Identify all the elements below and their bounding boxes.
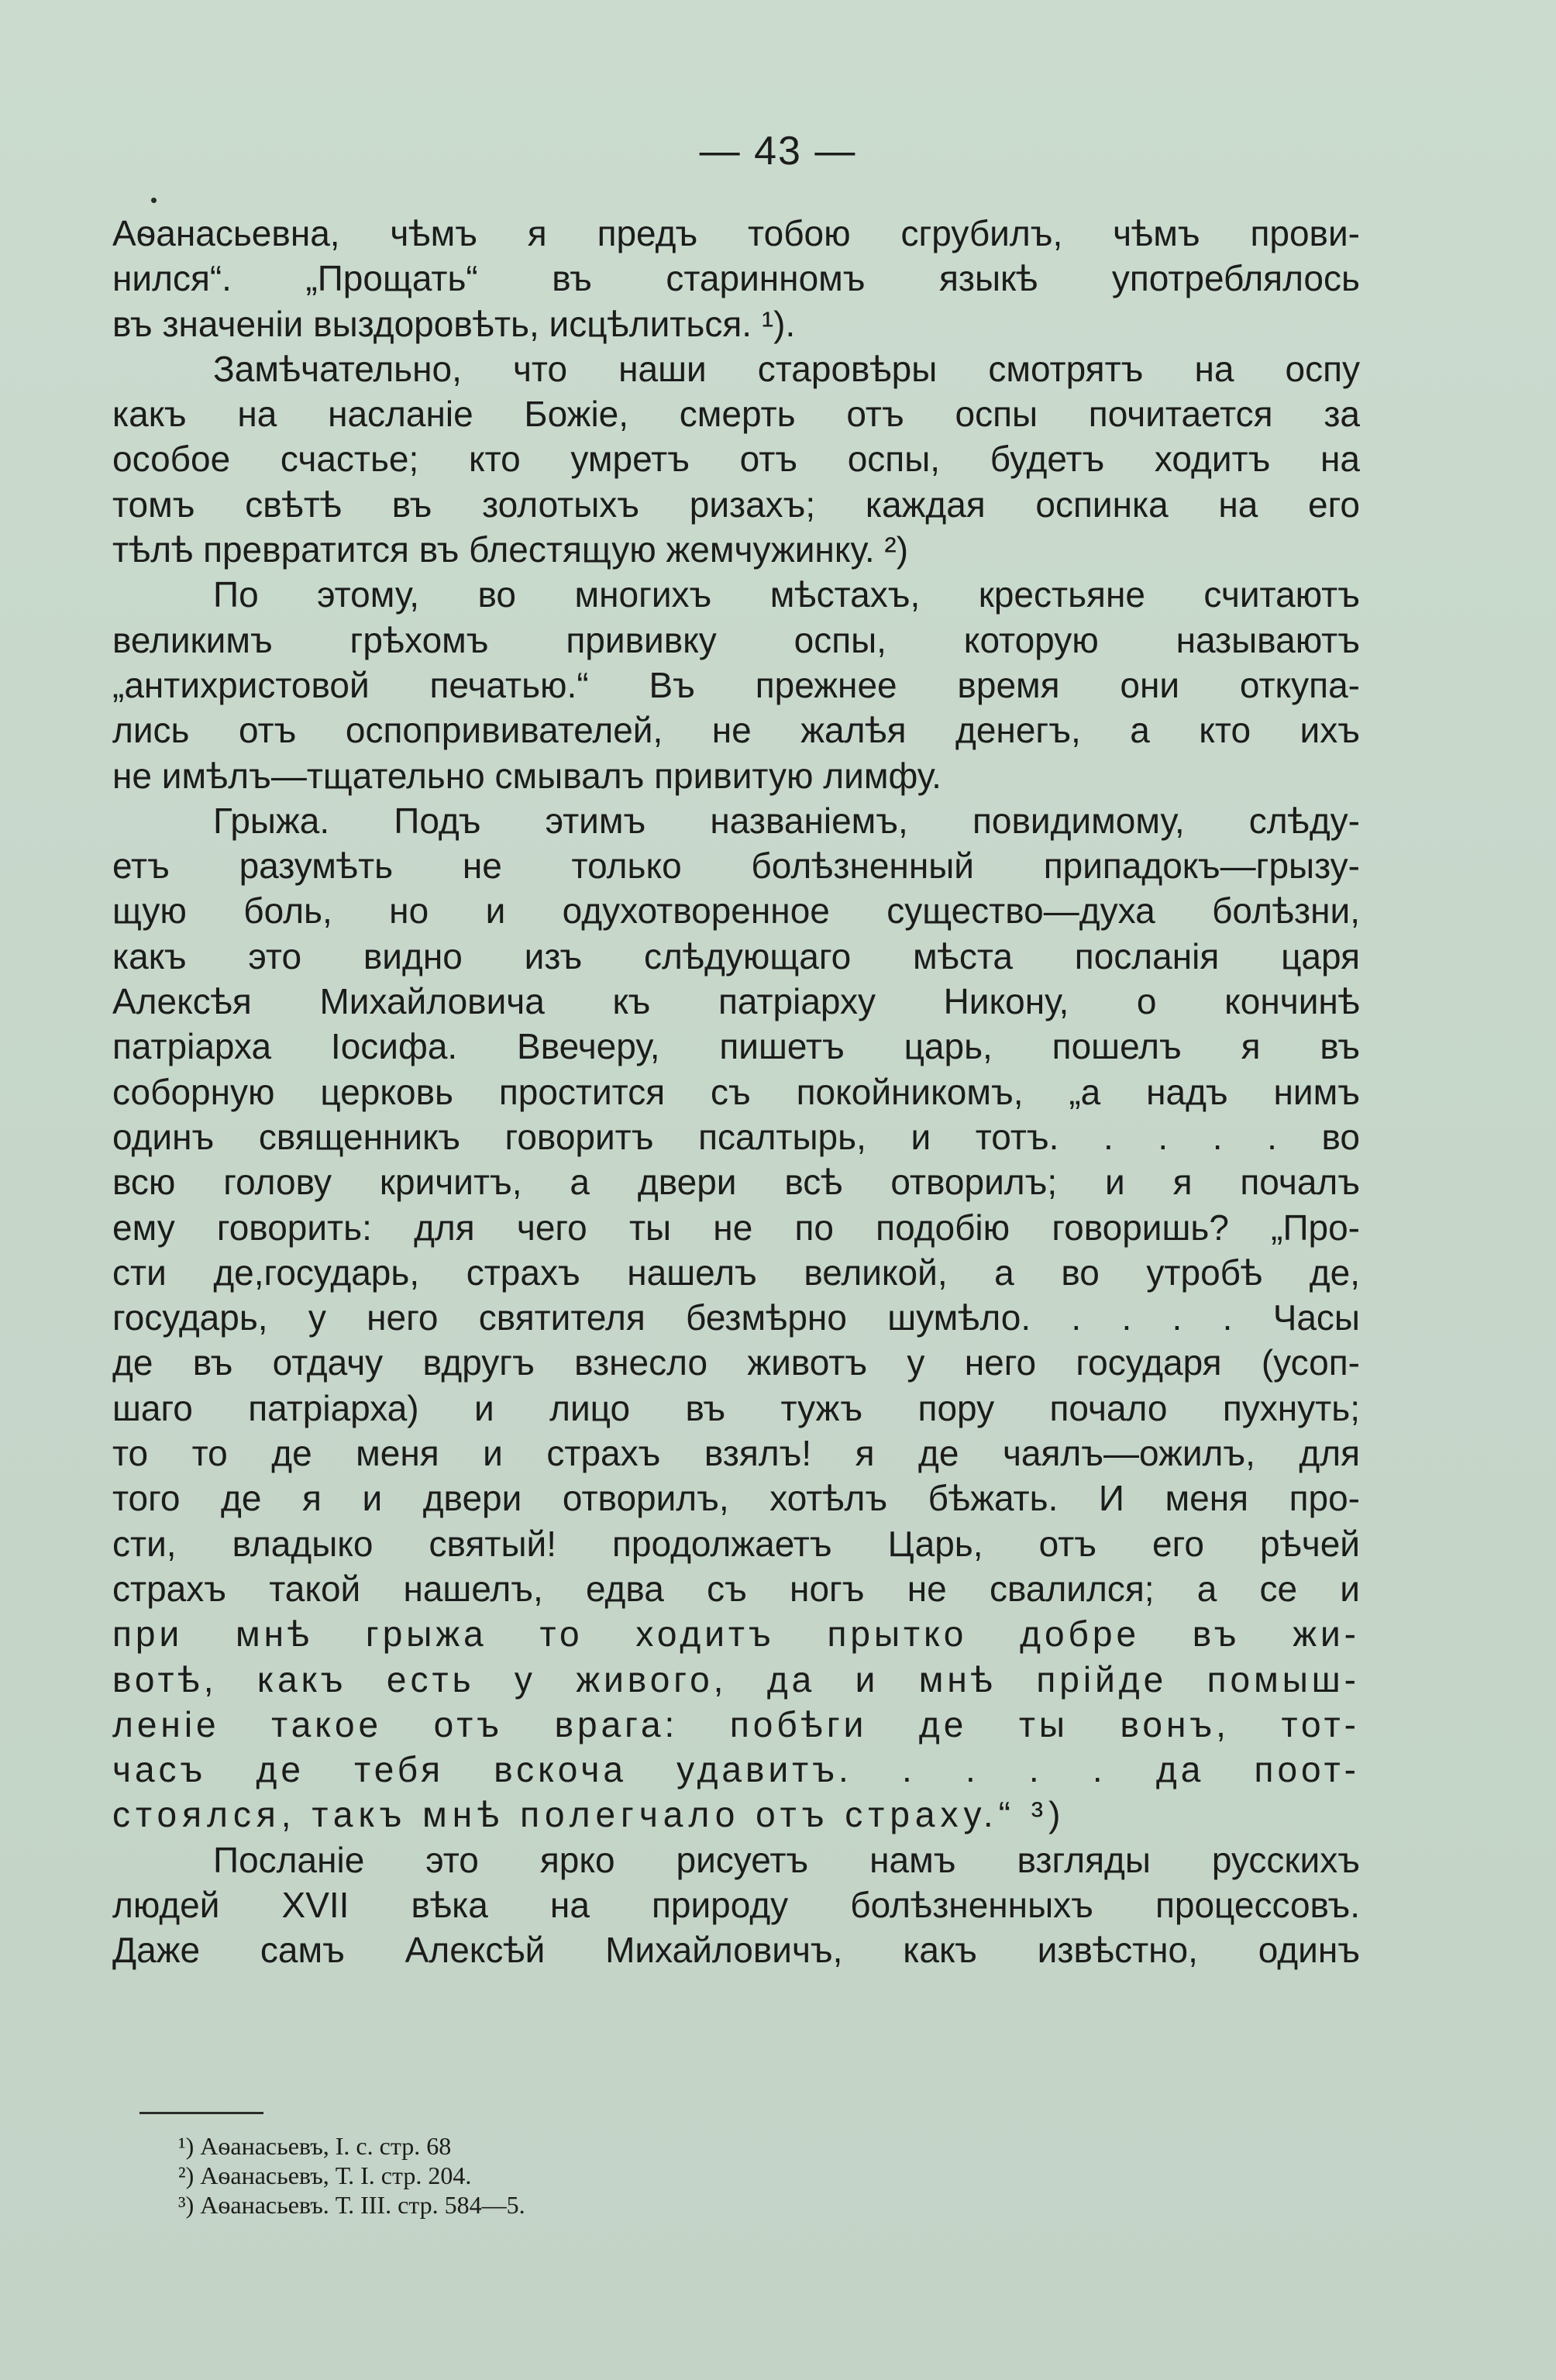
text-line: Аѳанасьевна, чѣмъ я предъ тобою сгрубилъ, чѣмъ прови- [112, 213, 1360, 253]
text-line: какъ это видно изъ слѣдующаго мѣста посланія царя [112, 935, 1360, 976]
footnote: ²) Аѳанасьевъ, Т. I. стр. 204. [178, 2161, 472, 2189]
text-line: нился“. „Прощать“ въ старинномъ языкѣ употреблялось [112, 258, 1360, 299]
text-line: великимъ грѣхомъ прививку оспы, которую называютъ [112, 619, 1360, 660]
footnote-divider [139, 2112, 263, 2114]
ink-speck [151, 198, 157, 203]
text-line: одинъ священникъ говоритъ псалтырь, и тотъ. . . . . во [112, 1116, 1360, 1157]
text-line: особое счастье; кто умретъ отъ оспы, будетъ ходитъ на [112, 439, 1360, 480]
footnotes [178, 2131, 525, 2220]
text-line: вотѣ, какъ есть у живого, да и мнѣ прійде помыш- [112, 1658, 1360, 1700]
text-line: того де я и двери отворилъ, хотѣлъ бѣжать. И меня про- [112, 1478, 1360, 1519]
text-line: томъ свѣтѣ въ золотыхъ ризахъ; каждая оспинка на его [112, 484, 1360, 525]
text-line: какъ на насланіе Божіе, смерть отъ оспы почитается за [112, 394, 1360, 435]
text-line: щую боль, но и одухотворенное существо—духа болѣзни, [112, 890, 1360, 932]
text-line: леніе такое отъ врага: побѣги де ты вонъ, тот- [112, 1703, 1360, 1745]
text-line: ему говорить: для чего ты не по подобію говоришь? „Про- [112, 1207, 1360, 1248]
text-line: Замѣчательно, что наши старовѣры смотрятъ на оспу [213, 348, 1360, 389]
text-line: въ значеніи выздоровѣть, исцѣлиться. ¹). [112, 303, 796, 344]
text-line: шаго патріарха) и лицо въ тужъ пору почало пухнуть; [112, 1387, 1360, 1428]
text-line: Алексѣя Михайловича къ патріарху Никону, о кончинѣ [112, 981, 1360, 1022]
text-line: етъ разумѣть не только болѣзненный припадокъ—грызу- [112, 846, 1360, 887]
text-line: при мнѣ грыжа то ходитъ прытко добре въ жи- [112, 1614, 1360, 1655]
text-line: де въ отдачу вдругъ взнесло животъ у него государя (усоп- [112, 1342, 1360, 1383]
text-line: соборную церковь простится съ покойникомъ, „а надъ нимъ [112, 1071, 1360, 1112]
text-line: „антихристовой печатью.“ Въ прежнее время они откупа- [112, 664, 1360, 705]
page-number: — 43 — [699, 129, 857, 174]
body-text [112, 211, 1360, 1973]
text-line: всю голову кричитъ, а двери всѣ отворилъ; и я почалъ [112, 1162, 1360, 1203]
text-line: сти, владыко святый! продолжаетъ Царь, отъ его рѣчей [112, 1523, 1360, 1564]
text-line: людей XVII вѣка на природу болѣзненныхъ процессовъ. [112, 1884, 1360, 1925]
text-line: Грыжа. Подъ этимъ названіемъ, повидимому, слѣду- [213, 800, 1360, 841]
text-line: лись отъ оспопрививателей, не жалѣя денегъ, а кто ихъ [112, 710, 1360, 751]
text-line: стоялся, такъ мнѣ полегчало отъ страху.“ ³) [112, 1794, 1066, 1835]
footnote: ³) Аѳанасьевъ. Т. III. стр. 584—5. [178, 2191, 525, 2219]
footnote: ¹) Аѳанасьевъ, I. с. стр. 68 [178, 2132, 452, 2160]
text-line: то то де меня и страхъ взялъ! я де чаялъ—ожилъ, для [112, 1433, 1360, 1474]
text-line: По этому, во многихъ мѣстахъ, крестьяне считаютъ [213, 574, 1360, 615]
text-line: страхъ такой нашелъ, едва съ ногъ не свалился; а се и [112, 1568, 1360, 1609]
text-line: Даже самъ Алексѣй Михайловичъ, какъ извѣстно, одинъ [112, 1930, 1360, 1971]
text-line: Посланіе это ярко рисуетъ намъ взгляды русскихъ [213, 1839, 1360, 1880]
text-line: государь, у него святителя безмѣрно шумѣло. . . . . Часы [112, 1297, 1360, 1338]
text-line: тѣлѣ превратится въ блестящую жемчужинку. ²) [112, 529, 909, 570]
text-line: не имѣлъ—тщательно смывалъ привитую лимфу. [112, 755, 942, 796]
text-line: патріарха Іосифа. Ввечеру, пишетъ царь, пошелъ я въ [112, 1026, 1360, 1067]
text-line: сти де,государь, страхъ нашелъ великой, а во утробѣ де, [112, 1252, 1360, 1293]
text-line: часъ де тебя вскоча удавитъ. . . . . да поот- [112, 1749, 1360, 1790]
